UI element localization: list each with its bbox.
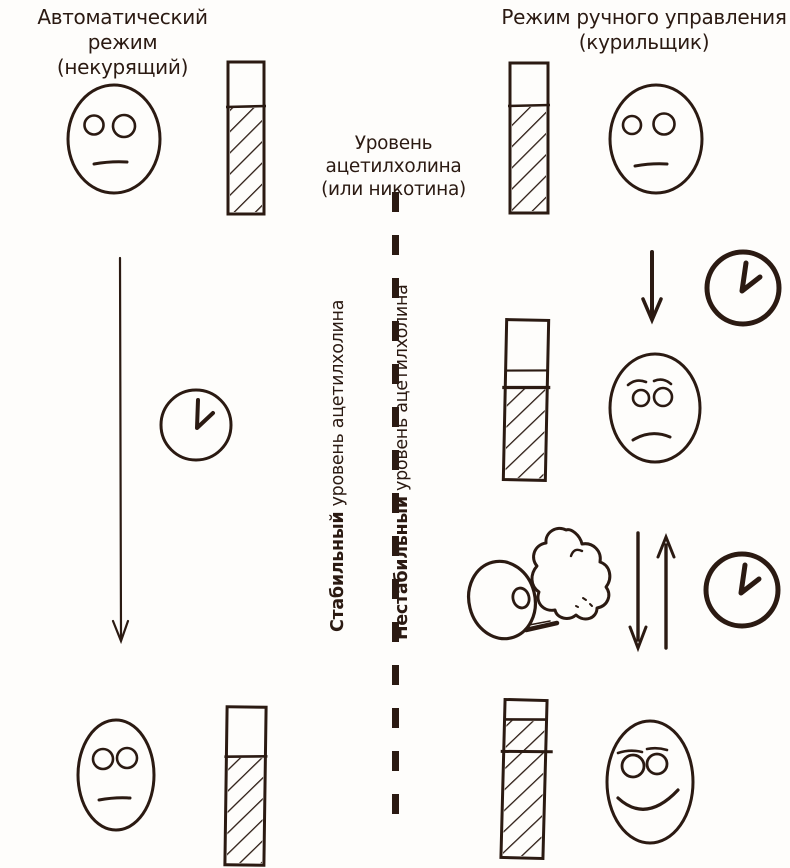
nonsmoker-start-face-neutral-icon [68,85,160,193]
nonsmoker-start-gauge [226,62,266,214]
smoker-start-gauge [508,63,550,213]
smoker-after-cigarette-face-happy-icon [607,721,693,843]
nonsmoker-end-face-neutral-icon [78,720,154,830]
right-title-line2: (курильщик) [578,30,710,54]
smoker-head-with-cigarette-icon [461,554,557,646]
left-title-line2: (некурящий) [56,55,189,79]
level-falls-down-arrow [643,252,661,320]
axis-label-line1: Уровень ацетилхолина [325,133,462,177]
stable-label-bold: Стабильный [328,511,348,632]
axis-label-line2: (или никотина) [321,179,466,200]
clock-icon-smoker-relapse [706,554,778,626]
clock-icon-smoker-dip [707,252,779,324]
smoker-dip-face-sad-icon [610,354,700,462]
nonsmoker-end-gauge [223,707,268,866]
left-title-line1: Автоматический режим [37,5,208,54]
stable-label-rest: уровень ацетилхолина [328,299,348,512]
level-falls-and-rises-arrows [630,533,674,648]
right-title-line1: Режим ручного управления [501,5,787,29]
clock-icon-left [161,390,231,460]
unstable-label-bold: Нестабильный [392,496,412,640]
smoke-cloud-icon [532,528,610,619]
smoker-after-cigarette-gauge [498,699,554,858]
smoker-dip-gauge [500,320,551,481]
unstable-label-rest: уровень ацетилхолина [392,284,412,497]
smoker-start-face-neutral-icon [610,85,702,193]
stable-level-long-down-arrow [113,258,128,641]
